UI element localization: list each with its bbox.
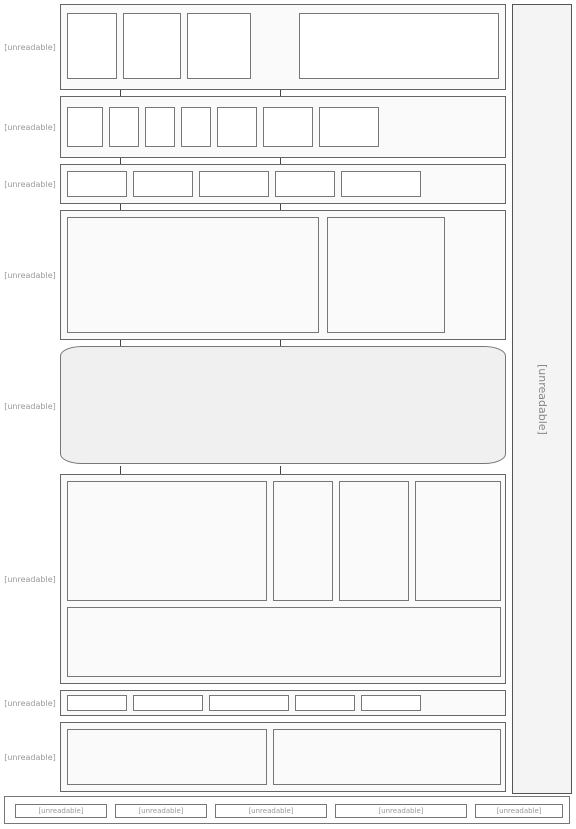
data-and-platform-group	[67, 607, 501, 677]
legend-item: [unreadable]	[115, 804, 207, 818]
legend-item: [unreadable]	[215, 804, 327, 818]
layer-channels-body	[60, 96, 506, 158]
channel-box	[67, 107, 103, 147]
layer-online-services-body	[60, 210, 506, 340]
connector	[280, 466, 281, 474]
layer-online-services	[4, 210, 506, 340]
layer-online-services-label: [unreadable]	[4, 270, 56, 280]
layer-channels	[4, 96, 506, 158]
legend-item: [unreadable]	[335, 804, 467, 818]
connector	[120, 204, 121, 210]
shared-services-band	[60, 346, 506, 464]
connector	[280, 340, 281, 346]
business-apps-group	[67, 481, 267, 601]
layer-shared-services-label: [unreadable]	[4, 401, 56, 411]
layer-users	[4, 4, 506, 90]
layer-channels-label: [unreadable]	[4, 122, 56, 132]
layer-applications	[4, 474, 506, 684]
connector	[120, 466, 121, 474]
connector	[120, 340, 121, 346]
layer-applications-label: [unreadable]	[4, 574, 56, 584]
layer-shared-services-body	[60, 346, 506, 466]
layer-public-services	[4, 164, 506, 204]
layer-users-label: [unreadable]	[4, 42, 56, 52]
channel-box	[263, 107, 313, 147]
infra-box	[209, 695, 289, 711]
service-box	[341, 171, 421, 197]
service-box	[275, 171, 335, 197]
system-group	[299, 13, 499, 79]
business-apps-group	[273, 481, 333, 601]
service-box	[199, 171, 269, 197]
layer-infrastructure	[4, 690, 506, 716]
online-services-group	[67, 217, 319, 333]
layer-infrastructure-label: [unreadable]	[4, 698, 56, 708]
layer-governance-label: [unreadable]	[4, 752, 56, 762]
service-box	[67, 171, 127, 197]
channel-box	[181, 107, 211, 147]
layer-infrastructure-body	[60, 690, 506, 716]
infra-box	[67, 695, 127, 711]
infra-box	[361, 695, 421, 711]
channel-box	[217, 107, 257, 147]
legend-item: [unreadable]	[475, 804, 563, 818]
policy-box	[67, 729, 267, 785]
side-panel-security	[512, 4, 572, 794]
common-tech-group	[415, 481, 501, 601]
support-apps-group	[339, 481, 409, 601]
layer-governance	[4, 722, 506, 792]
connector	[280, 158, 281, 164]
user-box	[123, 13, 181, 79]
channel-box	[319, 107, 379, 147]
layer-governance-body	[60, 722, 506, 792]
user-box	[67, 13, 117, 79]
legend-item: [unreadable]	[15, 804, 107, 818]
layer-applications-body	[60, 474, 506, 684]
connector	[280, 90, 281, 96]
service-box	[133, 171, 193, 197]
layer-public-services-body	[60, 164, 506, 204]
direction-box	[273, 729, 501, 785]
connector	[280, 204, 281, 210]
layer-users-body	[60, 4, 506, 90]
user-box	[187, 13, 251, 79]
legend	[4, 796, 570, 824]
layer-shared-services	[4, 346, 506, 466]
connector	[120, 90, 121, 96]
layer-public-services-label: [unreadable]	[4, 179, 56, 189]
channel-box	[109, 107, 139, 147]
infra-box	[295, 695, 355, 711]
side-panel-label: [unreadable]	[536, 363, 549, 435]
admin-services-group	[327, 217, 445, 333]
connector	[120, 158, 121, 164]
channel-box	[145, 107, 175, 147]
infra-box	[133, 695, 203, 711]
